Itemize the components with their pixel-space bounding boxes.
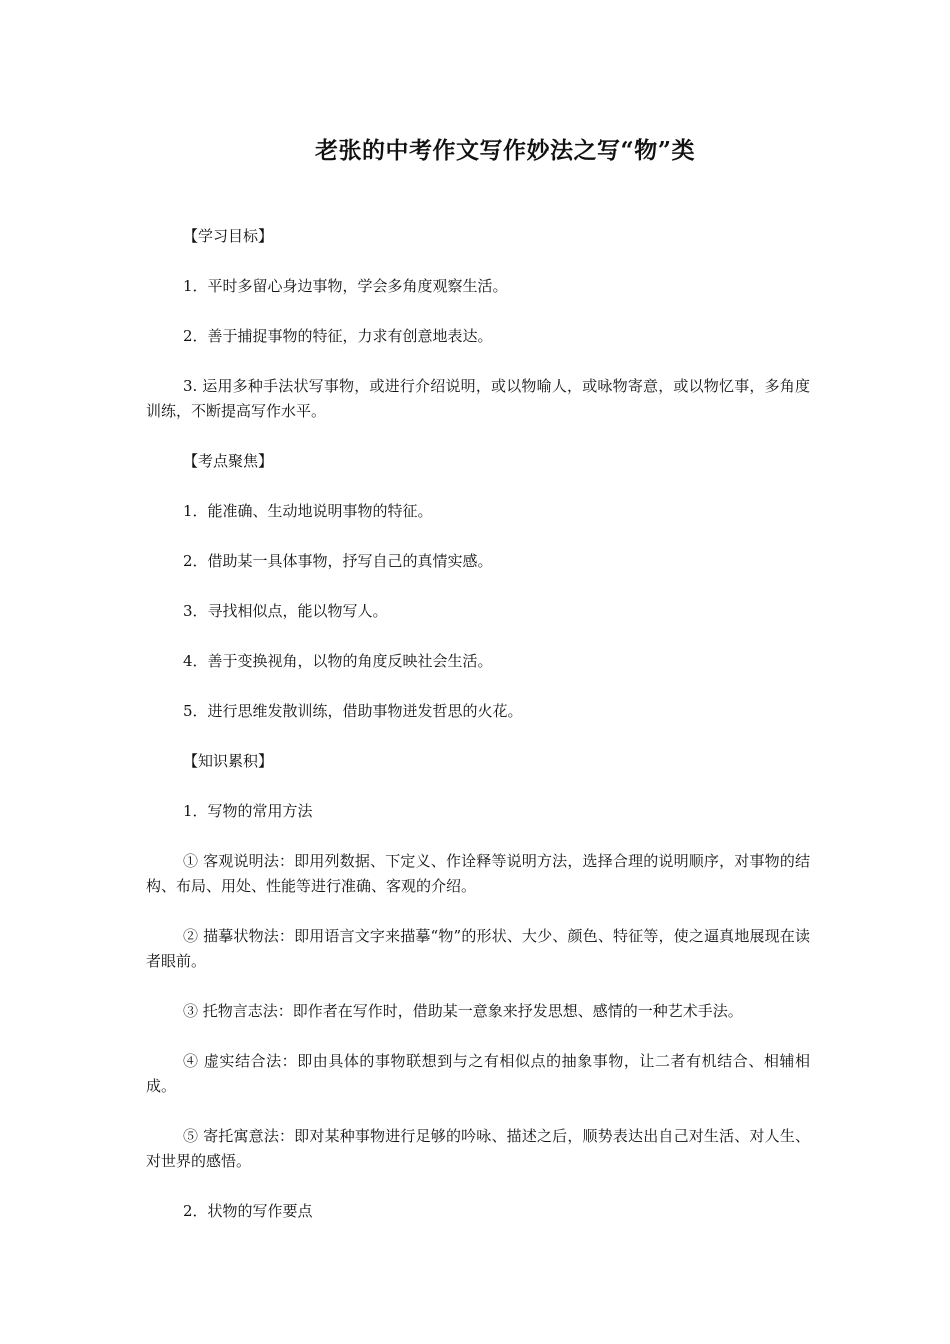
paragraph: ① 客观说明法：即用列数据、下定义、作诠释等说明方法，选择合理的说明顺序，对事物的结构、布局、用处、性能等进行准确、客观的介绍。 [146,852,810,895]
paragraph: 1．写物的常用方法 [183,802,313,820]
paragraph: 2．善于捕捉事物的特征，力求有创意地表达。 [183,327,493,345]
section-heading-learning-goals: 【学习目标】 [183,227,274,245]
paragraph: 1．能准确、生动地说明事物的特征。 [183,502,433,520]
paragraph: ⑤ 寄托寓意法：即对某种事物进行足够的吟咏、描述之后，顺势表达出自己对生活、对人生、对世界的感悟。 [146,1127,810,1170]
document-body [146,224,810,1249]
paragraph: ④ 虚实结合法：即由具体的事物联想到与之有相似点的抽象事物，让二者有机结合、相辅相成。 [146,1052,810,1095]
section-heading-knowledge: 【知识累积】 [183,752,274,770]
section-heading-exam-focus: 【考点聚焦】 [183,452,274,470]
paragraph: 1．平时多留心身边事物，学会多角度观察生活。 [183,277,508,295]
paragraph: 2．状物的写作要点 [183,1202,313,1220]
paragraph: 3．寻找相似点，能以物写人。 [183,602,388,620]
paragraph: 5．进行思维发散训练，借助事物迸发哲思的火花。 [183,702,523,720]
paragraph: ② 描摹状物法：即用语言文字来描摹“物”的形状、大少、颜色、特征等，使之逼真地展现在读者眼前。 [146,927,810,970]
paragraph: 3. 运用多种手法状写事物，或进行介绍说明，或以物喻人，或咏物寄意，或以物忆事，多角度训练，不断提高写作水平。 [146,377,810,420]
paragraph: 2．借助某一具体事物，抒写自己的真情实感。 [183,552,493,570]
page-title: 老张的中考作文写作妙法之写“物”类 [315,137,695,164]
paragraph: 4．善于变换视角，以物的角度反映社会生活。 [183,652,493,670]
paragraph: ③ 托物言志法：即作者在写作时，借助某一意象来抒发思想、感情的一种艺术手法。 [183,1002,743,1020]
